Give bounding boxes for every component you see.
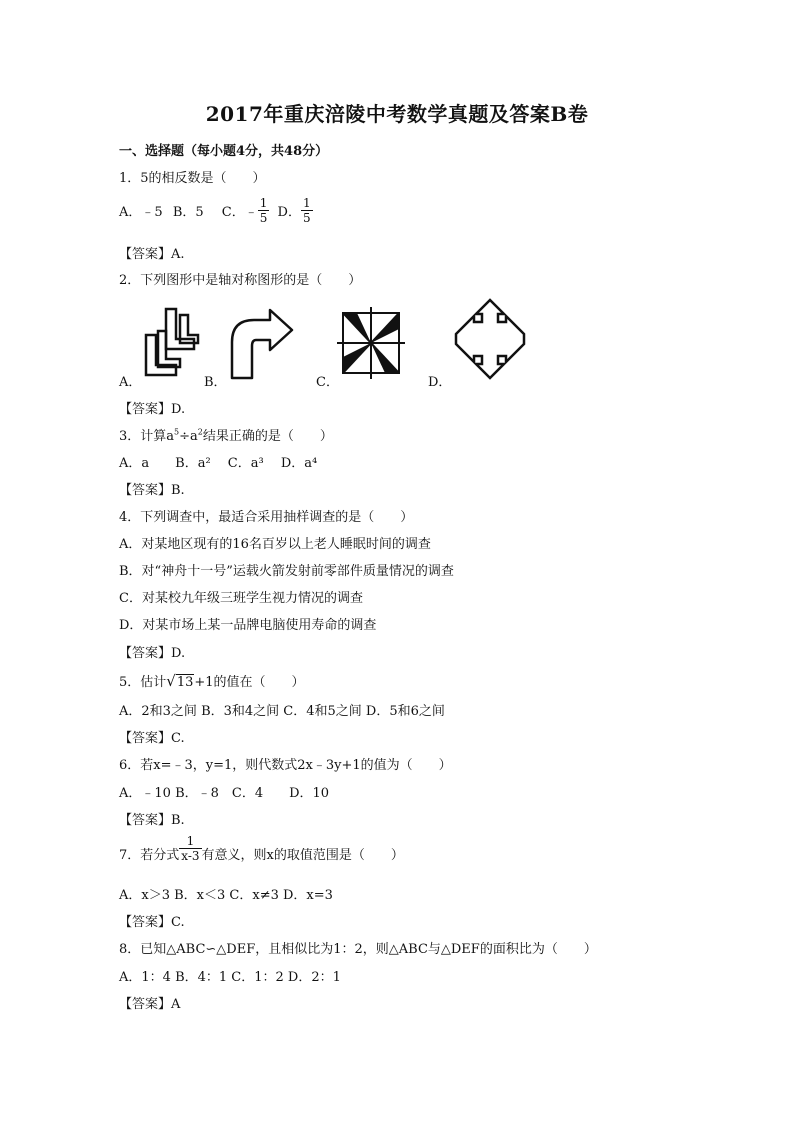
q7-denominator: x-3 xyxy=(181,849,200,863)
q5-stem-pre: 5．估计 xyxy=(119,675,167,690)
q8-stem: 8．已知△ABC∽△DEF，且相似比为1：2，则△ABC与△DEF的面积比为（ ） xyxy=(119,942,597,957)
q2-answer: 【答案】D. xyxy=(119,402,186,417)
q3-exponent-1: 5 xyxy=(174,427,180,437)
four-arrow-diamond-figure xyxy=(452,298,528,380)
q3-exponent-2: 2 xyxy=(197,427,203,437)
q1-option-c-fraction xyxy=(258,196,270,225)
page-title: 2017年重庆涪陵中考数学真题及答案B卷 xyxy=(205,102,589,126)
q8-answer: 【答案】A xyxy=(119,997,181,1012)
q2-label-b: B． xyxy=(204,375,227,390)
q1-option-d-denominator: 5 xyxy=(302,211,311,225)
q5-options: A．2和3之间 B．3和4之间 C．4和5之间 D．5和6之间 xyxy=(119,704,445,719)
q4-option-d: D．对某市场上某一品牌电脑使用寿命的调查 xyxy=(119,618,377,633)
q6-answer: 【答案】B. xyxy=(119,813,185,828)
pinwheel-figure xyxy=(337,305,407,381)
radical-sign-icon: √ xyxy=(166,672,176,690)
q3-options: A．a B．a² C．a³ D．a⁴ xyxy=(119,456,318,471)
q3-stem-post: 结果正确的是（ ） xyxy=(202,429,333,444)
q7-stem-post: 有意义，则x的取值范围是（ ） xyxy=(201,848,404,863)
section-heading: 一、选择题（每小题4分，共48分） xyxy=(119,144,329,159)
q3-stem-pre: 3．计算a xyxy=(119,429,175,444)
q5-stem xyxy=(119,671,305,690)
q2-label-a: A． xyxy=(119,375,142,390)
q5-sqrt xyxy=(166,672,194,690)
q1-option-c-numerator: 1 xyxy=(259,196,268,210)
q1-option-d-label: D． xyxy=(277,205,301,220)
q5-answer: 【答案】C. xyxy=(119,731,185,746)
q2-stem: 2．下列图形中是轴对称图形的是（ ） xyxy=(119,273,362,288)
q4-option-b: B．对“神舟十一号”运载火箭发射前零部件质量情况的调查 xyxy=(119,564,454,579)
q1-option-b: B．5 xyxy=(172,205,204,220)
q3-stem xyxy=(119,425,333,444)
q1-options xyxy=(119,196,313,225)
q8-options: A．1：4 B．4：1 C．1：2 D．2：1 xyxy=(119,970,341,985)
q7-options: A．x＞3 B．x＜3 C．x≠3 D．x=3 xyxy=(119,888,333,903)
q7-fraction xyxy=(179,834,201,863)
q1-option-a: A．﹣5 xyxy=(119,205,163,220)
q3-answer: 【答案】B. xyxy=(119,483,185,498)
q5-radicand: 13 xyxy=(176,675,194,690)
q2-label-d: D． xyxy=(428,375,452,390)
q2-label-c: C． xyxy=(316,375,339,390)
q7-stem-pre: 7．若分式 xyxy=(119,848,180,863)
q3-stem-mid: ÷a xyxy=(179,429,198,444)
q4-option-c: C．对某校九年级三班学生视力情况的调查 xyxy=(119,591,363,606)
q1-option-c-denominator: 5 xyxy=(259,211,268,225)
curved-arrow-figure xyxy=(228,308,296,380)
q1-option-d-fraction xyxy=(301,196,313,225)
stacked-l-shapes-figure xyxy=(140,305,202,377)
q7-stem xyxy=(119,834,404,863)
q7-answer: 【答案】C. xyxy=(119,915,185,930)
q1-option-c-label: C．﹣ xyxy=(221,205,258,220)
q5-stem-post: +1的值在（ ） xyxy=(194,675,305,690)
q1-stem: 1．5的相反数是（ ） xyxy=(119,171,266,186)
q6-options: A．﹣10 B．﹣8 C．4 D．10 xyxy=(119,786,330,801)
q1-option-d-numerator: 1 xyxy=(302,196,311,210)
q7-numerator: 1 xyxy=(179,834,201,849)
q6-stem: 6．若x=﹣3，y=1，则代数式2x﹣3y+1的值为（ ） xyxy=(119,758,452,773)
q4-stem: 4．下列调查中，最适合采用抽样调查的是（ ） xyxy=(119,510,414,525)
q1-answer: 【答案】A. xyxy=(119,247,185,262)
q4-option-a: A．对某地区现有的16名百岁以上老人睡眠时间的调查 xyxy=(119,537,431,552)
q4-answer: 【答案】D. xyxy=(119,646,186,661)
